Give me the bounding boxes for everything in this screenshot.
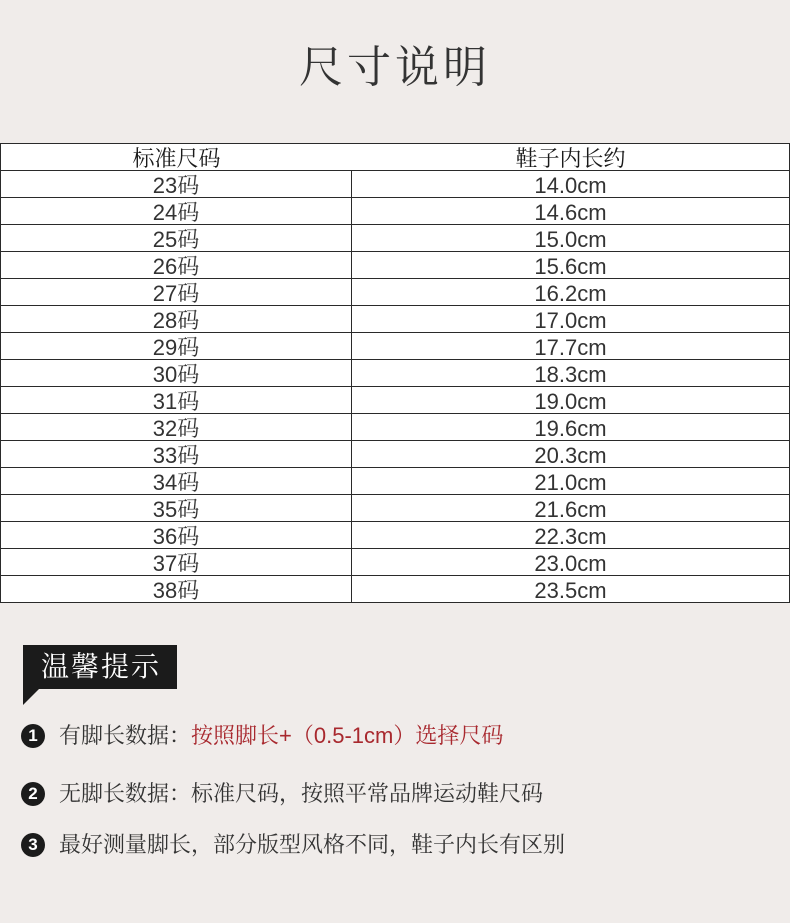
cell-size: 32码 bbox=[1, 414, 352, 440]
cell-length: 17.7cm bbox=[534, 335, 607, 359]
cell-length: 21.0cm bbox=[534, 470, 607, 494]
table-row bbox=[1, 171, 789, 198]
table-row bbox=[1, 576, 789, 602]
cell-length: 19.6cm bbox=[534, 416, 607, 440]
cell-length: 20.3cm bbox=[534, 443, 607, 467]
number-2-icon: 2 bbox=[21, 782, 45, 806]
cell-size: 24码 bbox=[1, 198, 352, 224]
page-title: 尺寸说明 bbox=[299, 43, 491, 92]
cell-length: 19.0cm bbox=[534, 389, 607, 413]
cell-length: 23.0cm bbox=[534, 551, 607, 575]
cell-length: 15.6cm bbox=[534, 254, 607, 278]
table-row bbox=[1, 387, 789, 414]
header-standard-size: 标准尺码 bbox=[132, 146, 221, 170]
cell-size: 26码 bbox=[1, 252, 352, 278]
cell-length: 22.3cm bbox=[534, 524, 607, 548]
cell-size: 23码 bbox=[1, 171, 352, 197]
tip-text: 有脚长数据： bbox=[59, 723, 192, 748]
cell-length: 16.2cm bbox=[534, 281, 607, 305]
table-row bbox=[1, 522, 789, 549]
table-row bbox=[1, 414, 789, 441]
table-row bbox=[1, 495, 789, 522]
cell-size: 27码 bbox=[1, 279, 352, 305]
number-1-icon: 1 bbox=[21, 724, 45, 748]
cell-length: 15.0cm bbox=[534, 227, 607, 251]
cell-size: 35码 bbox=[1, 495, 352, 521]
table-row bbox=[1, 360, 789, 387]
cell-size: 37码 bbox=[1, 549, 352, 575]
cell-size: 25码 bbox=[1, 225, 352, 251]
tip-text: 无脚长数据：标准尺码，按照平常品牌运动鞋尺码 bbox=[59, 781, 544, 806]
tip-text: 最好测量脚长，部分版型风格不同，鞋子内长有区别 bbox=[59, 832, 566, 857]
cell-length: 17.0cm bbox=[534, 308, 607, 332]
number-3-icon: 3 bbox=[21, 833, 45, 857]
tip-item-1 bbox=[21, 722, 503, 750]
tips-badge: 温馨提示 bbox=[23, 645, 177, 689]
cell-size: 28码 bbox=[1, 306, 352, 332]
table-row bbox=[1, 549, 789, 576]
cell-length: 18.3cm bbox=[534, 362, 607, 386]
cell-length: 23.5cm bbox=[534, 578, 607, 602]
size-table bbox=[0, 143, 790, 603]
tip-highlight: 按照脚长+（0.5-1cm）选择尺码 bbox=[191, 723, 504, 748]
table-row bbox=[1, 468, 789, 495]
tip-item-2 bbox=[21, 780, 543, 808]
tip-item-3 bbox=[21, 831, 565, 859]
table-row bbox=[1, 333, 789, 360]
header-inner-length: 鞋子内长约 bbox=[515, 146, 626, 170]
cell-length: 21.6cm bbox=[534, 497, 607, 521]
table-row bbox=[1, 198, 789, 225]
table-row bbox=[1, 279, 789, 306]
cell-size: 30码 bbox=[1, 360, 352, 386]
table-header-row bbox=[1, 144, 789, 171]
cell-size: 33码 bbox=[1, 441, 352, 467]
cell-size: 34码 bbox=[1, 468, 352, 494]
cell-size: 31码 bbox=[1, 387, 352, 413]
table-row bbox=[1, 306, 789, 333]
cell-size: 36码 bbox=[1, 522, 352, 548]
table-row bbox=[1, 225, 789, 252]
cell-size: 38码 bbox=[1, 576, 352, 602]
table-body bbox=[1, 171, 789, 602]
cell-length: 14.0cm bbox=[534, 173, 607, 197]
table-row bbox=[1, 441, 789, 468]
cell-size: 29码 bbox=[1, 333, 352, 359]
table-row bbox=[1, 252, 789, 279]
cell-length: 14.6cm bbox=[534, 200, 607, 224]
